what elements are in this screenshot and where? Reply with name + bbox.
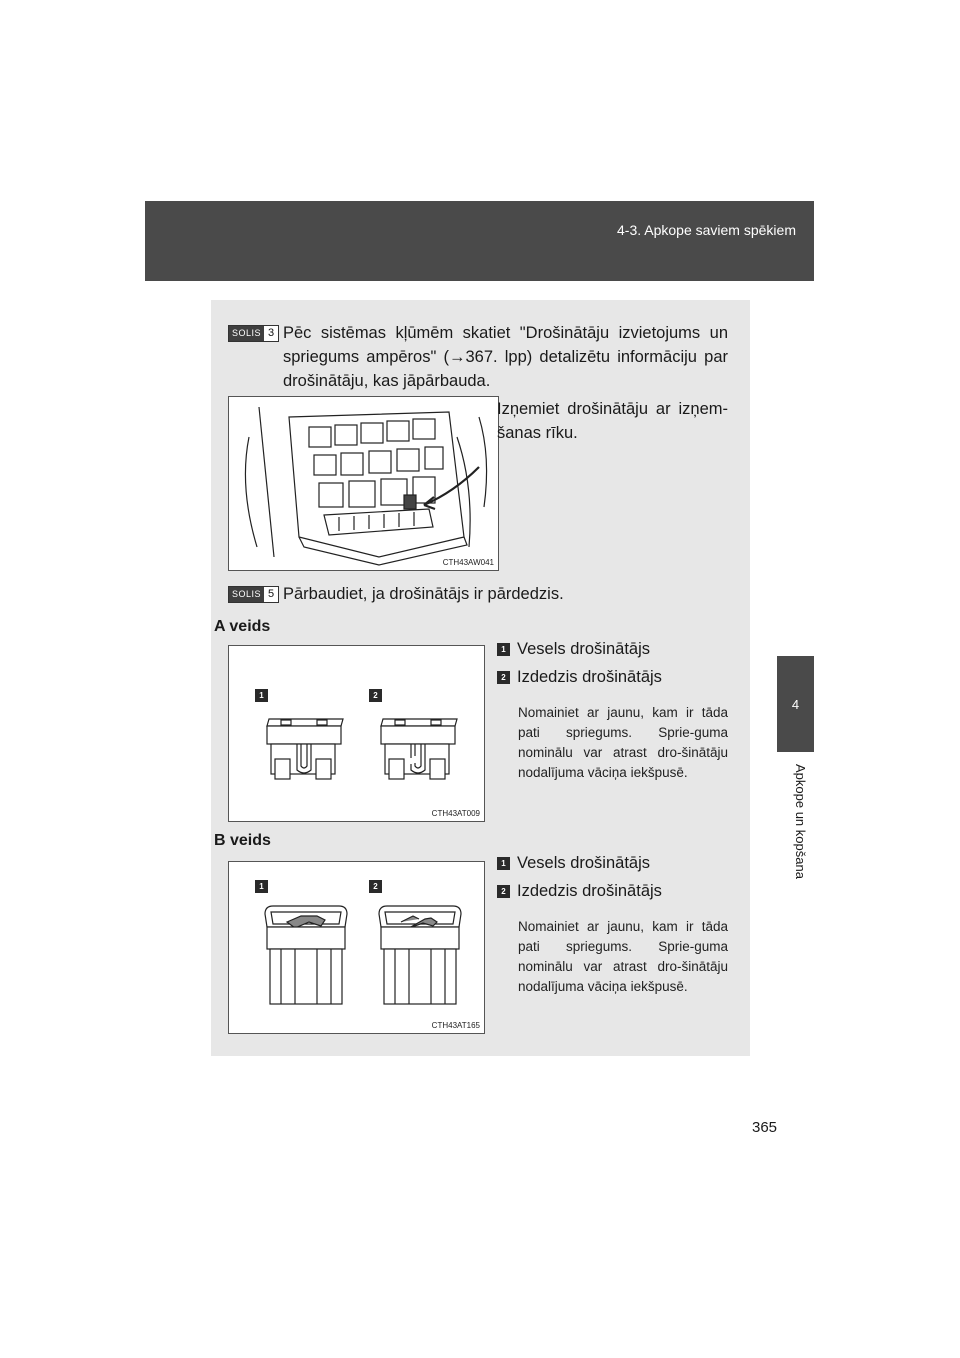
type-b-figure (228, 861, 485, 1034)
content-panel (211, 300, 750, 1056)
type-b-item-2: 2 Izdedzis drošinātājs (497, 882, 662, 901)
figure-marker-1: 1 (255, 880, 268, 893)
type-a-heading: A veids (214, 618, 271, 635)
type-b-item-1: 1 Vesels drošinātājs (497, 854, 650, 873)
figure-marker-2: 2 (369, 880, 382, 893)
type-a-note: Nomainiet ar jaunu, kam ir tāda pati spriegums. Sprie-guma nominālu var atrast dro-šinātāju nodalījuma vāciņa iekšpusē. (518, 705, 728, 780)
step-4-text: Izņemiet drošinātāju ar izņem-šanas rīku. (497, 400, 728, 442)
type-a-figure (228, 645, 485, 822)
figure-code: CTH43AT009 (431, 809, 480, 818)
chapter-tab: 4 (777, 656, 814, 752)
section-title: 4-3. Apkope saviem spēkiem (617, 222, 796, 238)
step-5-text: Pārbaudiet, ja drošinātājs ir pārdedzis. (283, 585, 564, 603)
type-b-heading: B veids (214, 832, 271, 849)
figure-marker-2: 2 (369, 689, 382, 702)
type-b-note: Nomainiet ar jaunu, kam ir tāda pati spriegums. Sprie-guma nominālu var atrast dro-šinātāju nodalījuma vāciņa iekšpusē. (518, 919, 728, 994)
blade-fuse-illustration (229, 646, 484, 821)
step-3-text: Pēc sistēmas kļūmēm skatiet "Drošinātāju izvietojums un spriegums ampēros" (→367. lpp) detalizētu informāciju par drošinātāju, kas jāpārbauda. (283, 324, 728, 390)
step-badge-3: SOLIS 3 (228, 325, 279, 342)
figure-marker-1: 1 (255, 689, 268, 702)
type-a-item-2: 2 Izdedzis drošinātājs (497, 668, 662, 687)
page-number: 365 (752, 1119, 778, 1136)
figure-code: CTH43AT165 (431, 1021, 480, 1030)
fuse-box-figure (228, 396, 499, 571)
chapter-side-label: Apkope un kopšana (793, 764, 808, 879)
chapter-header-band (145, 201, 814, 281)
type-a-item-1: 1 Vesels drošinātājs (497, 640, 650, 659)
figure-code: CTH43AW041 (442, 558, 494, 567)
fuse-box-illustration (229, 397, 498, 570)
step-badge-5: SOLIS 5 (228, 586, 279, 603)
